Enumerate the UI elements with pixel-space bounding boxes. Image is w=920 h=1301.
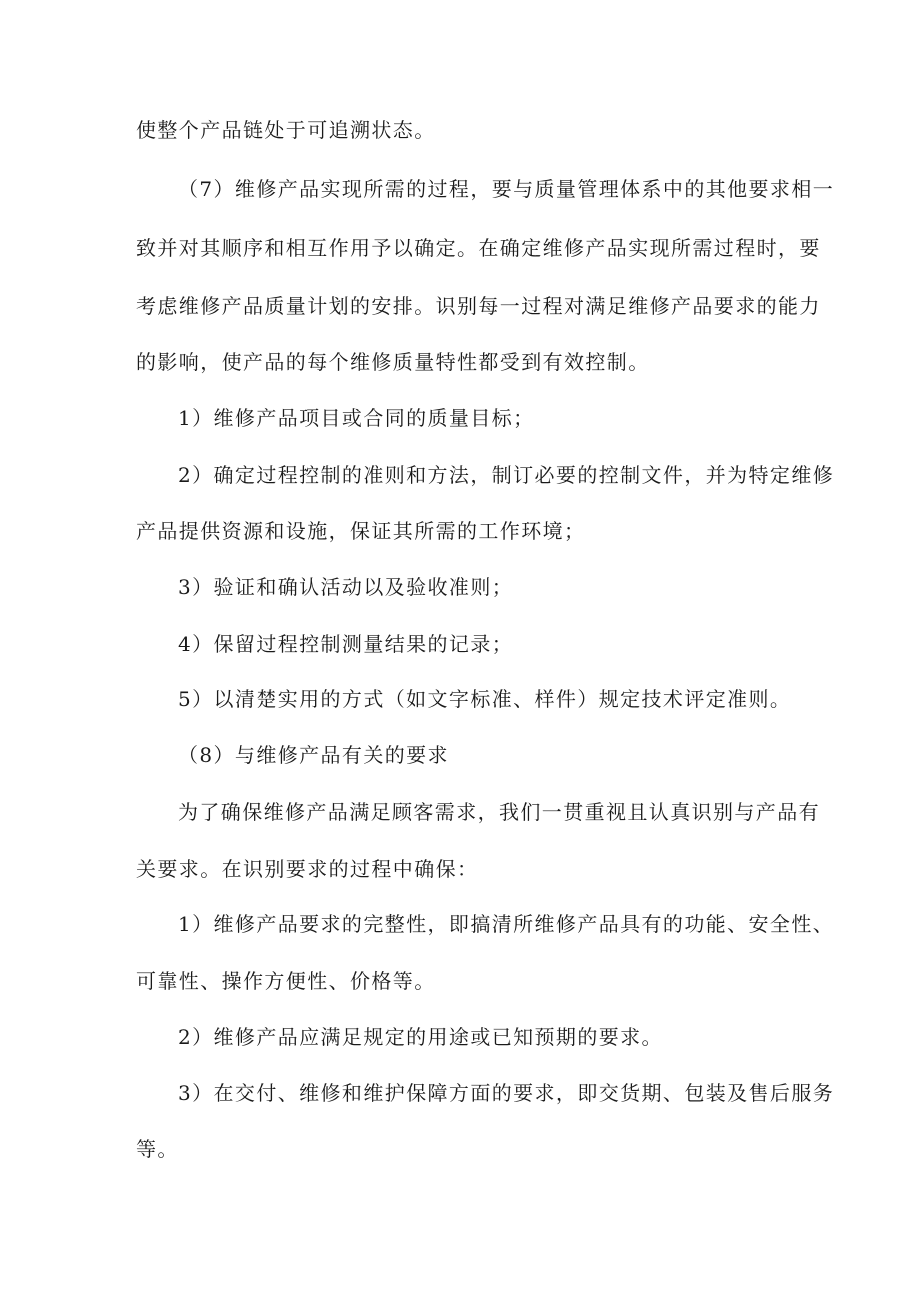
text-line: 2）确定过程控制的准则和方法，制订必要的控制文件，并为特定维修: [178, 463, 835, 487]
text-line: 的影响，使产品的每个维修质量特性都受到有效控制。: [136, 350, 650, 374]
text-line: （8）与维修产品有关的要求: [178, 743, 449, 767]
text-line: 致并对其顺序和相互作用予以确定。在确定维修产品实现所需过程时，要: [136, 236, 821, 260]
text-line: （7）维修产品实现所需的过程，要与质量管理体系中的其他要求相一: [178, 177, 835, 201]
text-line: 等。: [136, 1137, 179, 1161]
text-line: 使整个产品链处于可追溯状态。: [136, 118, 436, 142]
text-line: 考虑维修产品质量计划的安排。识别每一过程对满足维修产品要求的能力: [136, 294, 821, 318]
text-line: 2）维修产品应满足规定的用途或已知预期的要求。: [178, 1025, 663, 1049]
text-line: 1）维修产品项目或合同的质量目标；: [178, 406, 535, 430]
text-line: 5）以清楚实用的方式（如文字标准、样件）规定技术评定准则。: [178, 687, 792, 711]
text-line: 3）验证和确认活动以及验收准则；: [178, 575, 514, 599]
text-line: 4）保留过程控制测量结果的记录；: [178, 632, 514, 656]
text-line: 为了确保维修产品满足顾客需求，我们一贯重视且认真识别与产品有: [178, 800, 820, 824]
text-line: 3）在交付、维修和维护保障方面的要求，即交货期、包装及售后服务: [178, 1081, 835, 1105]
text-line: 产品提供资源和设施，保证其所需的工作环境；: [136, 519, 586, 543]
text-line: 可靠性、操作方便性、价格等。: [136, 969, 436, 993]
text-line: 1）维修产品要求的完整性，即搞清所维修产品具有的功能、安全性、: [178, 912, 835, 936]
text-line: 关要求。在识别要求的过程中确保：: [136, 857, 479, 881]
